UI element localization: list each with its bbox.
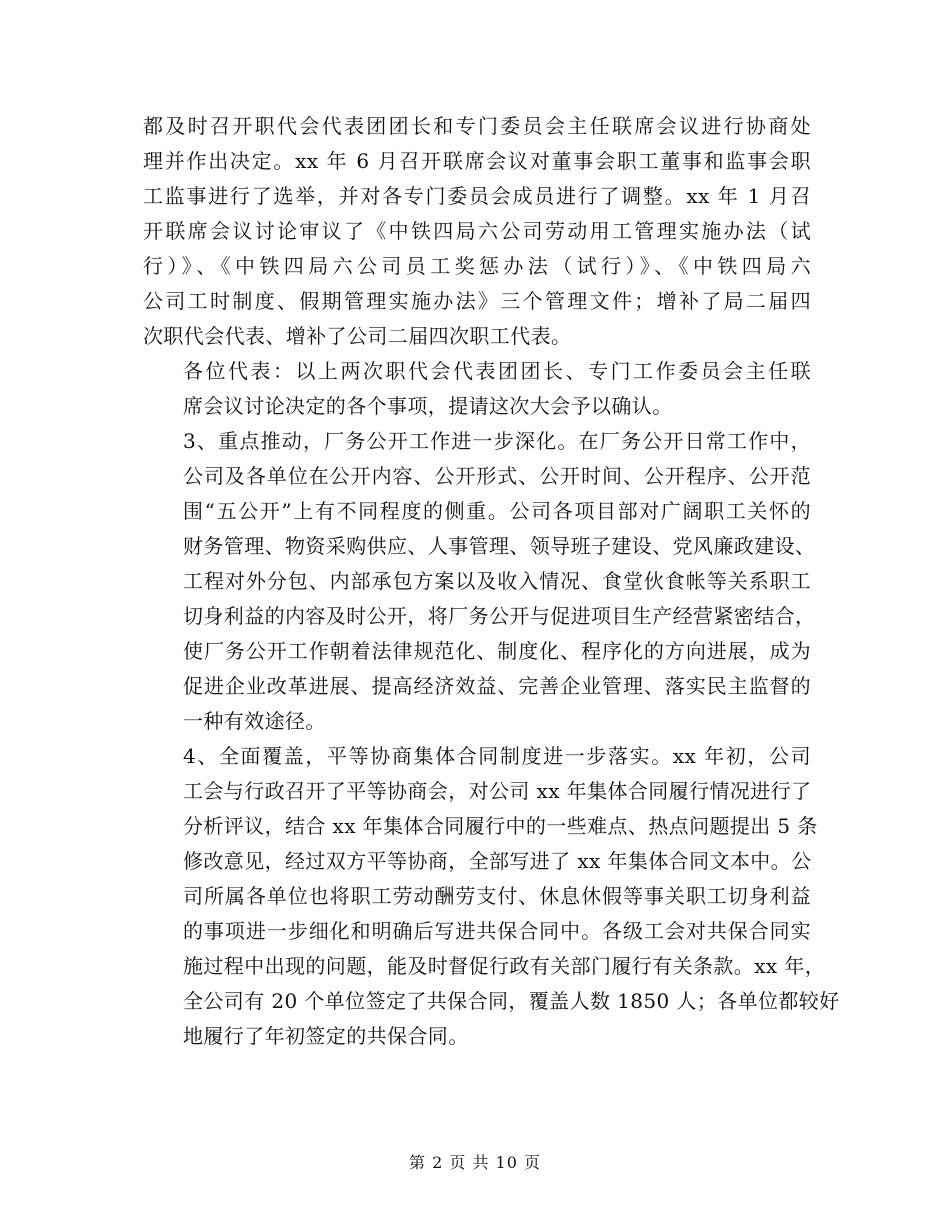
text-line: 修改意见，经过双方平等协商，全部写进了 xx 年集体合同文本中。公 [183, 849, 812, 873]
paragraph-delegates-confirm [143, 354, 811, 424]
text-line: 财务管理、物资采购供应、人事管理、领导班子建设、党风廉政建设、 [183, 534, 816, 558]
text-line: 工程对外分包、内部承包方案以及收入情况、食堂伙食帐等关系职工 [183, 569, 811, 593]
text-line: 行）》、《中铁四局六公司员工奖惩办法（试行）》、《中铁四局六 [143, 254, 811, 278]
text-line: 都及时召开职代会代表团团长和专门委员会主任联席会议进行协商处 [143, 114, 811, 138]
text-line: 次职代会代表、增补了公司二届四次职工代表。 [143, 324, 572, 348]
text-line: 使厂务公开工作朝着法律规范化、制度化、程序化的方向进展，成为 [183, 639, 811, 663]
text-line: 施过程中出现的问题，能及时督促行政有关部门履行有关条款。xx 年， [183, 954, 826, 978]
text-line: 席会议讨论决定的各个事项，提请这次大会予以确认。 [183, 394, 673, 418]
text-line: 3、重点推动，厂务公开工作进一步深化。在厂务公开日常工作中， [183, 429, 811, 453]
text-line: 促进企业改革进展、提高经济效益、完善企业管理、落实民主监督的 [183, 674, 811, 698]
text-line: 公司工时制度、假期管理实施办法》三个管理文件；增补了局二届四 [143, 289, 811, 313]
paragraph-section-3 [143, 424, 816, 739]
text-line: 全公司有 20 个单位签定了共保合同，覆盖人数 1850 人；各单位都较好 [183, 989, 840, 1013]
text-line: 一种有效途径。 [183, 709, 326, 733]
text-line: 理并作出决定。xx 年 6 月召开联席会议对董事会职工董事和监事会职 [143, 149, 811, 173]
text-line: 地履行了年初签定的共保合同。 [183, 1024, 469, 1048]
page-number-footer: 第 2 页 共 10 页 [409, 1153, 541, 1172]
text-line: 4、全面覆盖，平等协商集体合同制度进一步落实。xx 年初，公司 [183, 744, 811, 768]
text-line: 开联席会议讨论审议了《中铁四局六公司劳动用工管理实施办法（试 [143, 219, 811, 243]
text-line: 的事项进一步细化和明确后写进共保合同中。各级工会对共保合同实 [183, 919, 811, 943]
text-line: 围“五公开”上有不同程度的侧重。公司各项目部对广阔职工关怀的 [183, 499, 811, 523]
paragraph-meeting-decisions [143, 109, 811, 354]
text-line: 司所属各单位也将职工劳动酬劳支付、休息休假等事关职工切身利益 [183, 884, 811, 908]
text-line: 工会与行政召开了平等协商会，对公司 xx 年集体合同履行情况进行了 [183, 779, 812, 803]
text-line: 各位代表：以上两次职代会代表团团长、专门工作委员会主任联 [183, 359, 811, 383]
text-line: 切身利益的内容及时公开，将厂务公开与促进项目生产经营紧密结合， [183, 604, 816, 628]
document-body [143, 109, 840, 1054]
text-line: 公司及各单位在公开内容、公开形式、公开时间、公开程序、公开范 [183, 464, 811, 488]
text-line: 工监事进行了选举，并对各专门委员会成员进行了调整。xx 年 1 月召 [143, 184, 811, 208]
paragraph-section-4 [143, 739, 840, 1054]
text-line: 分析评议，结合 xx 年集体合同履行中的一些难点、热点问题提出 5 条 [183, 814, 818, 838]
